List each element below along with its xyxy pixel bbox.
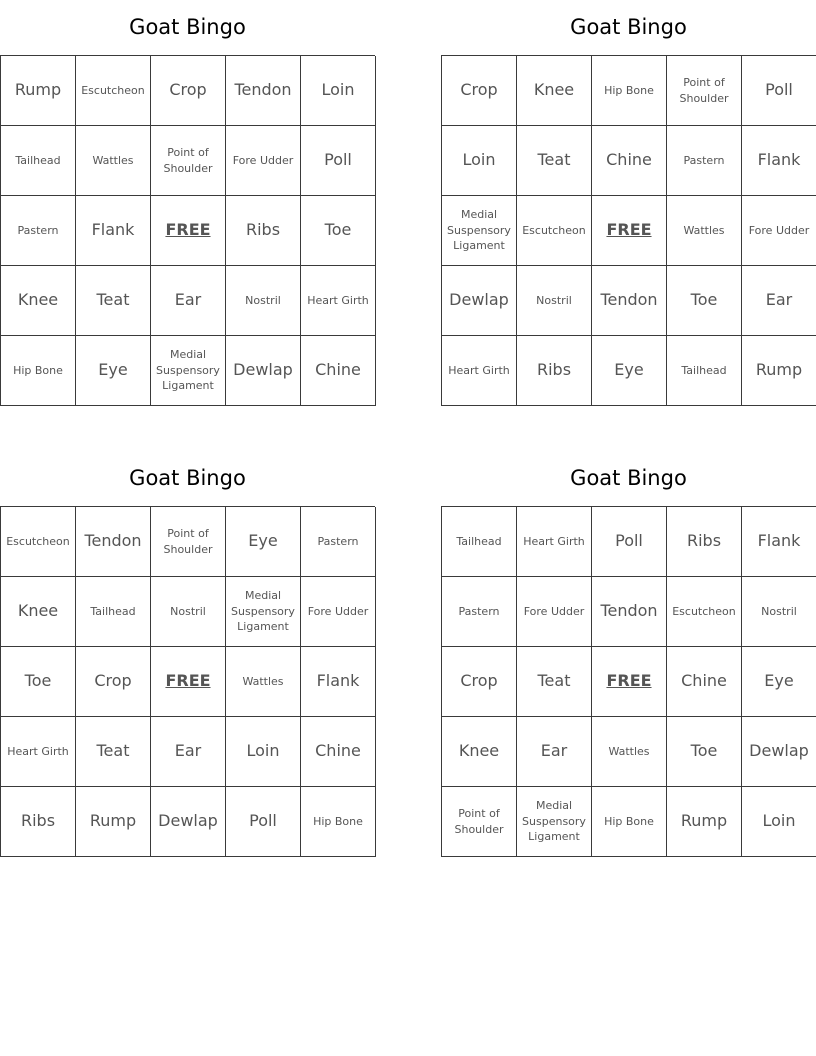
bingo-cell: Tailhead — [442, 507, 517, 577]
bingo-cell: Nostril — [517, 266, 592, 336]
bingo-cell: Pastern — [301, 507, 376, 577]
bingo-cell: Loin — [301, 56, 376, 126]
bingo-cell: Pastern — [667, 126, 742, 196]
bingo-cell: Dewlap — [151, 787, 226, 857]
bingo-cell: Medial Suspensory Ligament — [517, 787, 592, 857]
bingo-cell: Escutcheon — [517, 196, 592, 266]
bingo-cell: Rump — [742, 336, 816, 406]
bingo-cell: Heart Girth — [442, 336, 517, 406]
bingo-cell: Crop — [76, 647, 151, 717]
bingo-cell: Wattles — [76, 126, 151, 196]
bingo-cell: Wattles — [667, 196, 742, 266]
bingo-cell: Knee — [442, 717, 517, 787]
bingo-cell: Point of Shoulder — [667, 56, 742, 126]
bingo-cell: Escutcheon — [1, 507, 76, 577]
bingo-cell: Heart Girth — [1, 717, 76, 787]
bingo-cell: Fore Udder — [517, 577, 592, 647]
bingo-cell: Medial Suspensory Ligament — [226, 577, 301, 647]
bingo-cell: Point of Shoulder — [151, 507, 226, 577]
bingo-card-4 — [441, 451, 816, 857]
bingo-card-2 — [441, 0, 816, 406]
bingo-cell: Tailhead — [76, 577, 151, 647]
bingo-cell: Ear — [517, 717, 592, 787]
bingo-cell: Wattles — [226, 647, 301, 717]
bingo-cell: Tailhead — [667, 336, 742, 406]
bingo-cell: Nostril — [151, 577, 226, 647]
bingo-cell: Wattles — [592, 717, 667, 787]
bingo-cell: Fore Udder — [226, 126, 301, 196]
bingo-cell: Ribs — [226, 196, 301, 266]
bingo-cell: Dewlap — [442, 266, 517, 336]
bingo-card-1 — [0, 0, 375, 406]
bingo-cell: Poll — [301, 126, 376, 196]
card-title: Goat Bingo — [129, 466, 246, 490]
bingo-cell: Rump — [76, 787, 151, 857]
bingo-cell: Poll — [742, 56, 816, 126]
bingo-cell: Flank — [742, 126, 816, 196]
bingo-cell: Chine — [301, 717, 376, 787]
bingo-cell: Pastern — [442, 577, 517, 647]
bingo-cell: Knee — [1, 577, 76, 647]
bingo-cell: Ribs — [1, 787, 76, 857]
bingo-cell: Flank — [742, 507, 816, 577]
bingo-cell: Heart Girth — [301, 266, 376, 336]
bingo-cell: Tendon — [592, 577, 667, 647]
bingo-cell: Chine — [667, 647, 742, 717]
bingo-cell: Teat — [517, 126, 592, 196]
bingo-cell: Flank — [76, 196, 151, 266]
bingo-cell: Tailhead — [1, 126, 76, 196]
card-title: Goat Bingo — [570, 466, 687, 490]
bingo-cell: Ribs — [517, 336, 592, 406]
bingo-grid — [441, 55, 816, 406]
bingo-cell: Eye — [226, 507, 301, 577]
bingo-cell: Toe — [1, 647, 76, 717]
bingo-cell: Chine — [592, 126, 667, 196]
bingo-cell: Crop — [442, 56, 517, 126]
bingo-cell: Dewlap — [742, 717, 816, 787]
bingo-cell: Medial Suspensory Ligament — [151, 336, 226, 406]
bingo-cell: Nostril — [742, 577, 816, 647]
bingo-cell: Poll — [226, 787, 301, 857]
bingo-cell: Loin — [742, 787, 816, 857]
bingo-cell: Heart Girth — [517, 507, 592, 577]
bingo-cell: Flank — [301, 647, 376, 717]
free-space-cell: FREE — [592, 196, 667, 266]
bingo-cell: Escutcheon — [76, 56, 151, 126]
bingo-cell: Hip Bone — [1, 336, 76, 406]
bingo-cell: Knee — [517, 56, 592, 126]
bingo-cell: Medial Suspensory Ligament — [442, 196, 517, 266]
bingo-cell: Toe — [667, 266, 742, 336]
bingo-card-3 — [0, 451, 375, 857]
free-space-cell: FREE — [592, 647, 667, 717]
bingo-cell: Escutcheon — [667, 577, 742, 647]
bingo-cell: Eye — [592, 336, 667, 406]
bingo-cell: Loin — [226, 717, 301, 787]
bingo-cell: Pastern — [1, 196, 76, 266]
bingo-cell: Hip Bone — [592, 787, 667, 857]
bingo-cell: Toe — [301, 196, 376, 266]
bingo-cell: Loin — [442, 126, 517, 196]
bingo-grid — [0, 55, 375, 406]
card-title: Goat Bingo — [570, 15, 687, 39]
bingo-cell: Crop — [442, 647, 517, 717]
bingo-cell: Ear — [151, 266, 226, 336]
card-title: Goat Bingo — [129, 15, 246, 39]
free-space-cell: FREE — [151, 647, 226, 717]
bingo-cell: Toe — [667, 717, 742, 787]
bingo-grid — [441, 506, 816, 857]
bingo-cell: Tendon — [226, 56, 301, 126]
bingo-cell: Crop — [151, 56, 226, 126]
bingo-cell: Poll — [592, 507, 667, 577]
bingo-cell: Nostril — [226, 266, 301, 336]
bingo-cell: Ear — [742, 266, 816, 336]
bingo-grid — [0, 506, 375, 857]
bingo-cell: Point of Shoulder — [151, 126, 226, 196]
bingo-cell: Fore Udder — [301, 577, 376, 647]
bingo-cell: Hip Bone — [592, 56, 667, 126]
bingo-cell: Teat — [76, 717, 151, 787]
bingo-cell: Point of Shoulder — [442, 787, 517, 857]
bingo-cell: Dewlap — [226, 336, 301, 406]
bingo-cell: Tendon — [592, 266, 667, 336]
bingo-cell: Tendon — [76, 507, 151, 577]
free-space-cell: FREE — [151, 196, 226, 266]
bingo-cell: Fore Udder — [742, 196, 816, 266]
bingo-cell: Teat — [517, 647, 592, 717]
bingo-cell: Eye — [742, 647, 816, 717]
bingo-cell: Knee — [1, 266, 76, 336]
bingo-cell: Teat — [76, 266, 151, 336]
bingo-cell: Eye — [76, 336, 151, 406]
bingo-cell: Rump — [1, 56, 76, 126]
bingo-cell: Rump — [667, 787, 742, 857]
bingo-cell: Chine — [301, 336, 376, 406]
bingo-cell: Ribs — [667, 507, 742, 577]
bingo-cell: Hip Bone — [301, 787, 376, 857]
bingo-cell: Ear — [151, 717, 226, 787]
